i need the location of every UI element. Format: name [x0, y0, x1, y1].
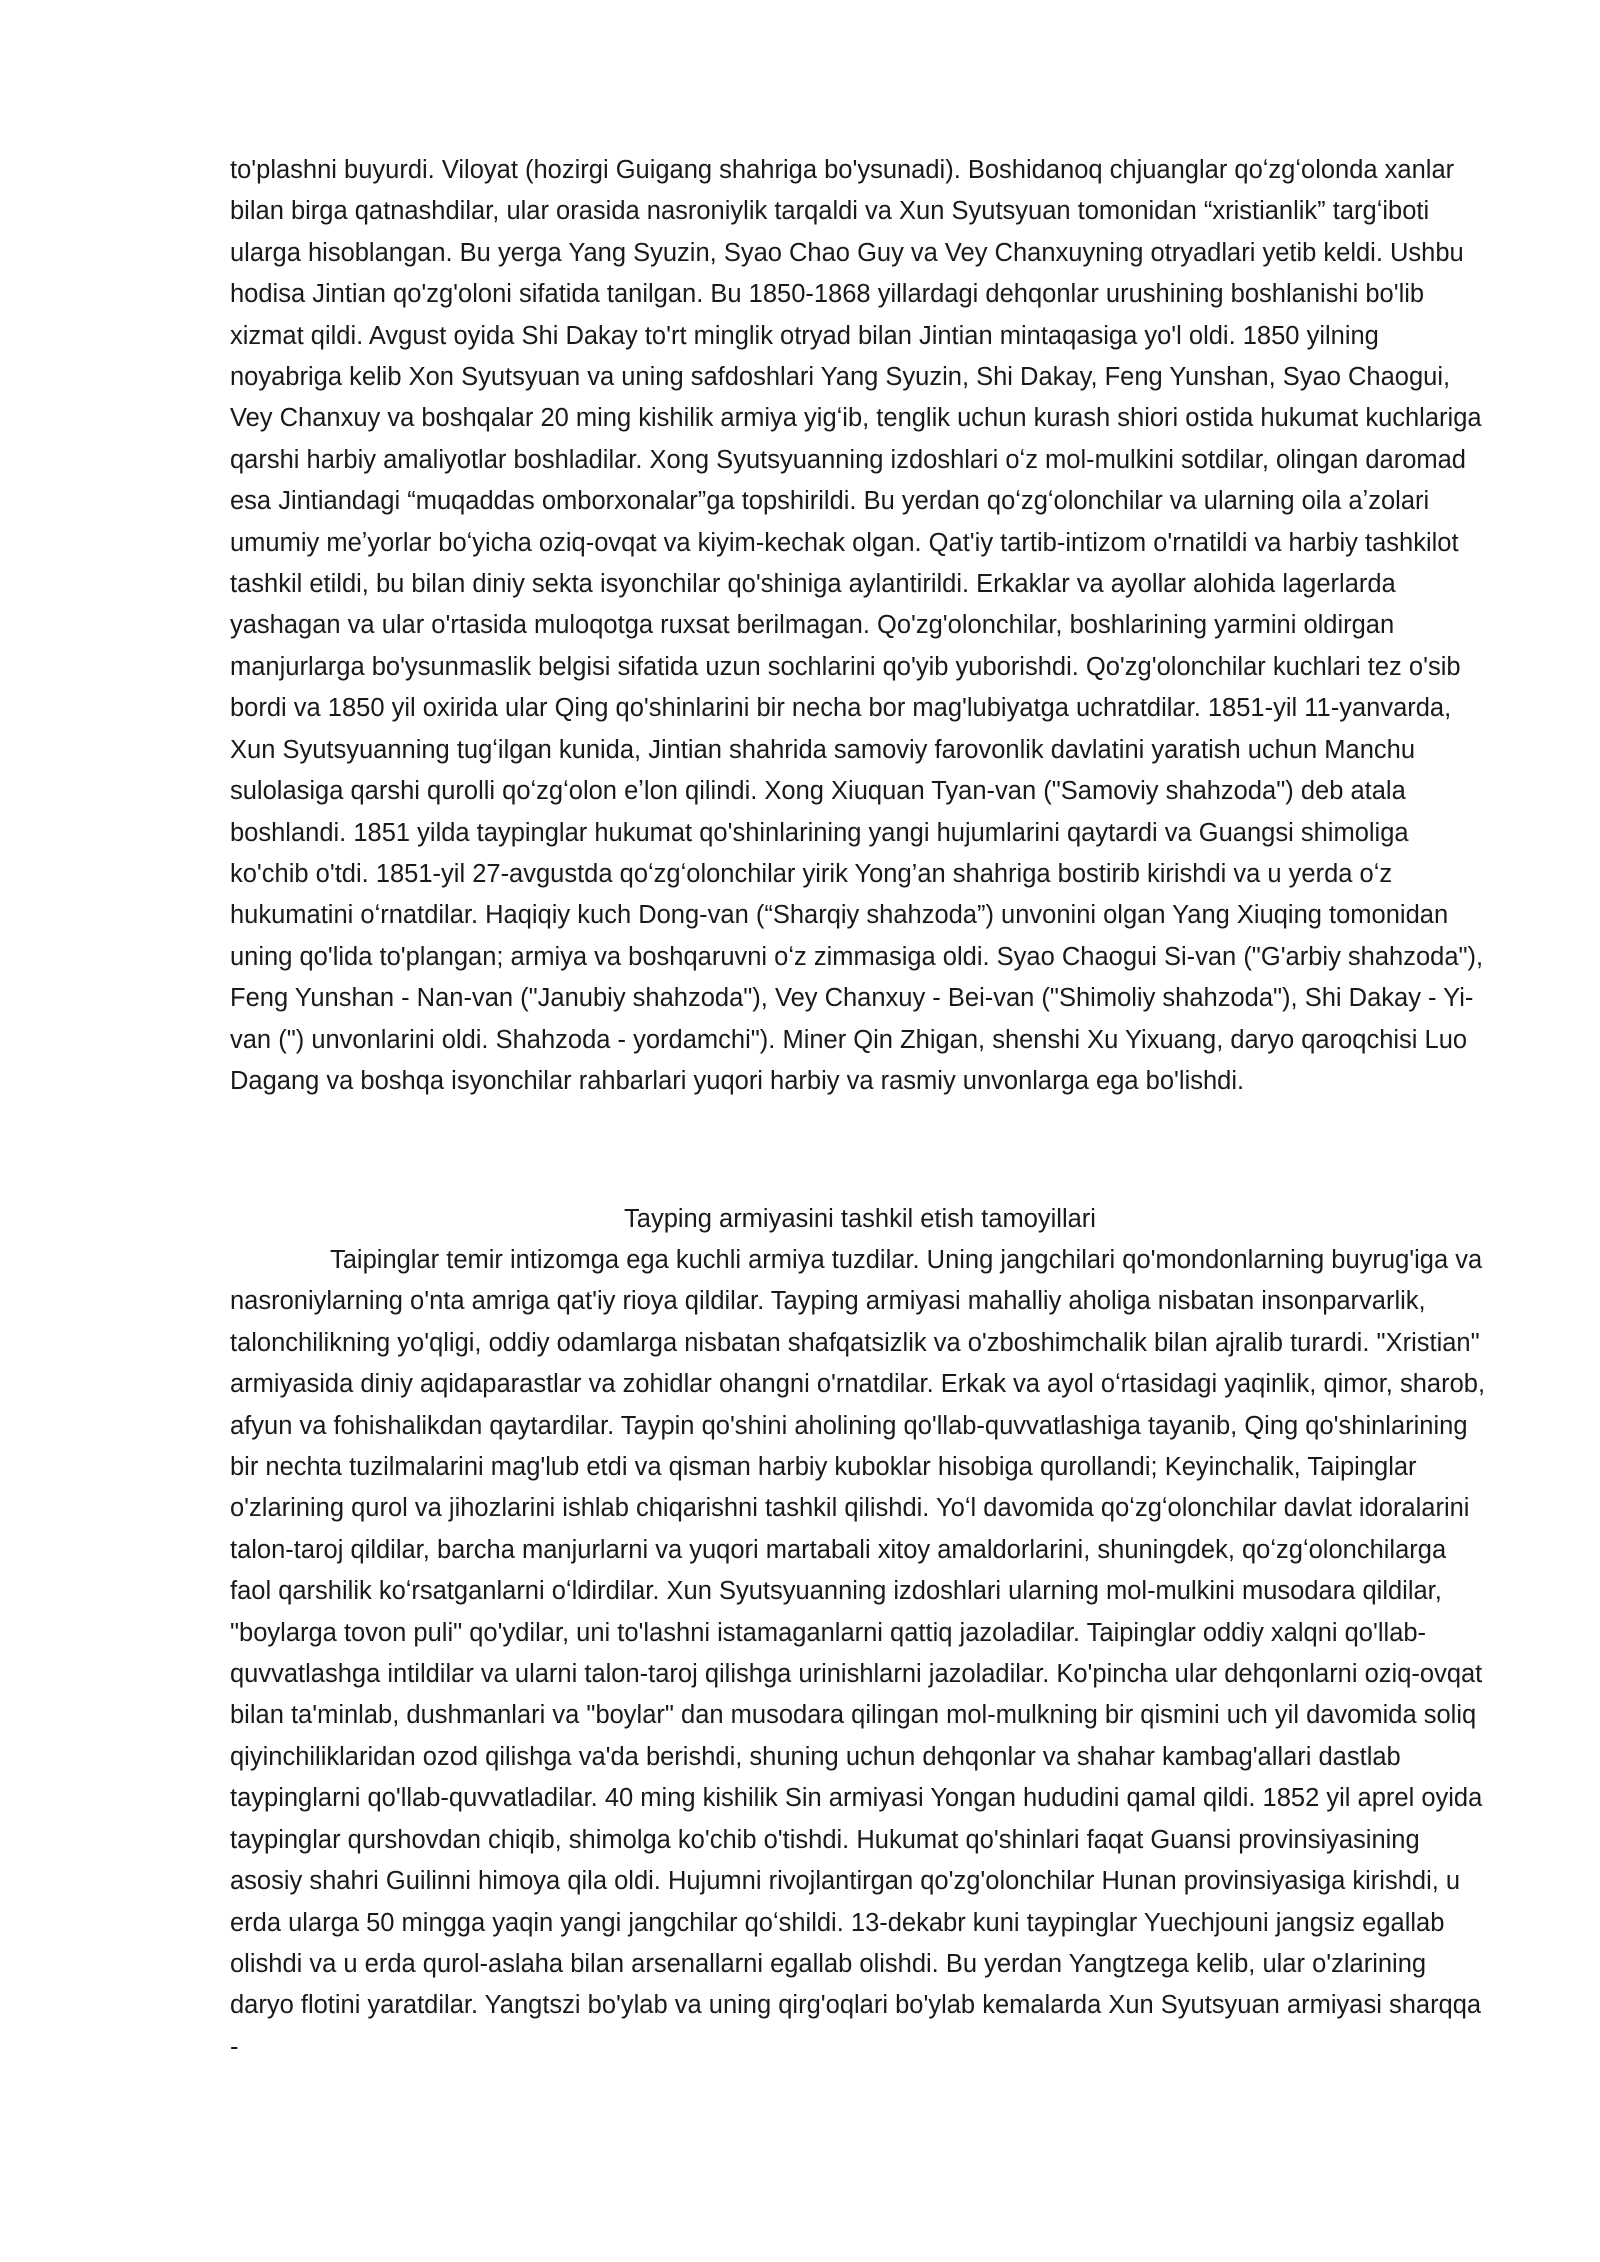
body-paragraph-1: to'plashni buyurdi. Viloyat (hozirgi Guigang shahriga bo'ysunadi). Boshidanoq chjuanglar qoʻzgʻolonda xanlar bilan birga qatnashdilar, ular orasida nasroniylik tarqaldi va Xun Syutsyuan tomonidan “xristianlik” targʻiboti ularga hisoblangan. Bu yerga Yang Syuzin, Syao Chao Guy va Vey Chanxuyning otryadlari yetib keldi. Ushbu hodisa Jintian qo'zg'oloni sifatida tanilgan. Bu 1850-1868 yillardagi dehqonlar urushining boshlanishi bo'lib xizmat qildi. Avgust oyida Shi Dakay to'rt minglik otryad bilan Jintian mintaqasiga yo'l oldi. 1850 yilning noyabriga kelib Xon Syutsyuan va uning safdoshlari Yang Syuzin, Shi Dakay, Feng Yunshan, Syao Chaogui, Vey Chanxuy va boshqalar 20 ming kishilik armiya yigʻib, tenglik uchun kurash shiori ostida hukumat kuchlariga qarshi harbiy amaliyotlar boshladilar. Xong Syutsyuanning izdoshlari oʻz mol-mulkini sotdilar, olingan daromad esa Jintiandagi “muqaddas omborxonalar”ga topshirildi. Bu yerdan qoʻzgʻolonchilar va ularning oila aʼzolari umumiy meʼyorlar boʻyicha oziq-ovqat va kiyim-kechak olgan. Qat'iy tartib-intizom o'rnatildi va harbiy tashkilot tashkil etildi, bu bilan diniy sekta isyonchilar qo'shiniga aylantirildi. Erkaklar va ayollar alohida lagerlarda yashagan va ular o'rtasida muloqotga ruxsat berilmagan. Qo'zg'olonchilar, boshlarining yarmini oldirgan manjurlarga bo'ysunmaslik belgisi sifatida uzun sochlarini qo'yib yuborishdi. Qo'zg'olonchilar kuchlari tez o'sib bordi va 1850 yil oxirida ular Qing qo'shinlarini bir necha bor mag'lubiyatga uchratdilar. 1851-yil 11-yanvarda, Xun Syutsyuanning tugʻilgan kunida, Jintian shahrida samoviy farovonlik davlatini yaratish uchun Manchu sulolasiga qarshi qurolli qoʻzgʻolon eʼlon qilindi. Xong Xiuquan Tyan-van ("Samoviy shahzoda") deb atala boshlandi. 1851 yilda taypinglar hukumat qo'shinlarining yangi hujumlarini qaytardi va Guangsi shimoliga ko'chib o'tdi. 1851-yil 27-avgustda qoʻzgʻolonchilar yirik Yong’an shahriga bostirib kirishdi va u yerda oʻz hukumatini oʻrnatdilar. Haqiqiy kuch Dong-van (“Sharqiy shahzoda”) unvonini olgan Yang Xiuqing tomonidan uning qo'lida to'plangan; armiya va boshqaruvni oʻz zimmasiga oldi. Syao Chaogui Si-van ("G'arbiy shahzoda"), Feng Yunshan - Nan-van ("Janubiy shahzoda"), Vey Chanxuy - Bei-van ("Shimoliy shahzoda"), Shi Dakay - Yi-van (") unvonlarini oldi. Shahzoda - yordamchi"). Miner Qin Zhigan, shenshi Xu Yixuang, daryo qaroqchisi Luo Dagang va boshqa isyonchilar rahbarlari yuqori harbiy va rasmiy unvonlarga ega bo'lishdi.: [230, 156, 1484, 1095]
body-paragraph-2: Taipinglar temir intizomga ega kuchli armiya tuzdilar. Uning jangchilari qo'mondonlarning buyrug'iga va nasroniylarning o'nta amriga qat'iy rioya qildilar. Tayping armiyasi mahalliy aholiga nisbatan insonparvarlik, talonchilikning yo'qligi, oddiy odamlarga nisbatan shafqatsizlik va o'zboshimchalik bilan ajralib turardi. "Xristian" armiyasida diniy aqidaparastlar va zohidlar ohangni o'rnatdilar. Erkak va ayol oʻrtasidagi yaqinlik, qimor, sharob, afyun va fohishalikdan qaytardilar. Taypin qo'shini aholining qo'llab-quvvatlashiga tayanib, Qing qo'shinlarining bir nechta tuzilmalarini mag'lub etdi va qisman harbiy kuboklar hisobiga qurollandi; Keyinchalik, Taipinglar o'zlarining qurol va jihozlarini ishlab chiqarishni tashkil qilishdi. Yoʻl davomida qoʻzgʻolonchilar davlat idoralarini talon-taroj qildilar, barcha manjurlarni va yuqori martabali xitoy amaldorlarini, shuningdek, qoʻzgʻolonchilarga faol qarshilik koʻrsatganlarni oʻldirdilar. Xun Syutsyuanning izdoshlari ularning mol-mulkini musodara qildilar, "boylarga tovon puli" qo'ydilar, uni to'lashni istamaganlarni qattiq jazoladilar. Taipinglar oddiy xalqni qo'llab-quvvatlashga intildilar va ularni talon-taroj qilishga urinishlarni jazoladilar. Ko'pincha ular dehqonlarni oziq-ovqat bilan ta'minlab, dushmanlari va "boylar" dan musodara qilingan mol-mulkning bir qismini uch yil davomida soliq qiyinchiliklaridan ozod qilishga va'da berishdi, shuning uchun dehqonlar va shahar kambag'allari dastlab taypinglarni qo'llab-quvvatladilar. 40 ming kishilik Sin armiyasi Yongan hududini qamal qildi. 1852 yil aprel oyida taypinglar qurshovdan chiqib, shimolga ko'chib o'tishdi. Hukumat qo'shinlari faqat Guansi provinsiyasining asosiy shahri Guilinni himoya qila oldi. Hujumni rivojlantirgan qo'zg'olonchilar Hunan provinsiyasiga kirishdi, u erda ularga 50 mingga yaqin yangi jangchilar qoʻshildi. 13-dekabr kuni taypinglar Yuechjouni jangsiz egallab olishdi va u erda qurol-aslaha bilan arsenallarni egallab olishdi. Bu yerdan Yangtzega kelib, ular o'zlarining daryo flotini yaratdilar. Yangtszi bo'ylab va uning qirg'oqlari bo'ylab kemalarda Xun Syutsyuan armiyasi sharqqa -: [230, 1246, 1486, 2061]
section-heading: Tayping armiyasini tashkil etish tamoyillari: [624, 1205, 1096, 1233]
